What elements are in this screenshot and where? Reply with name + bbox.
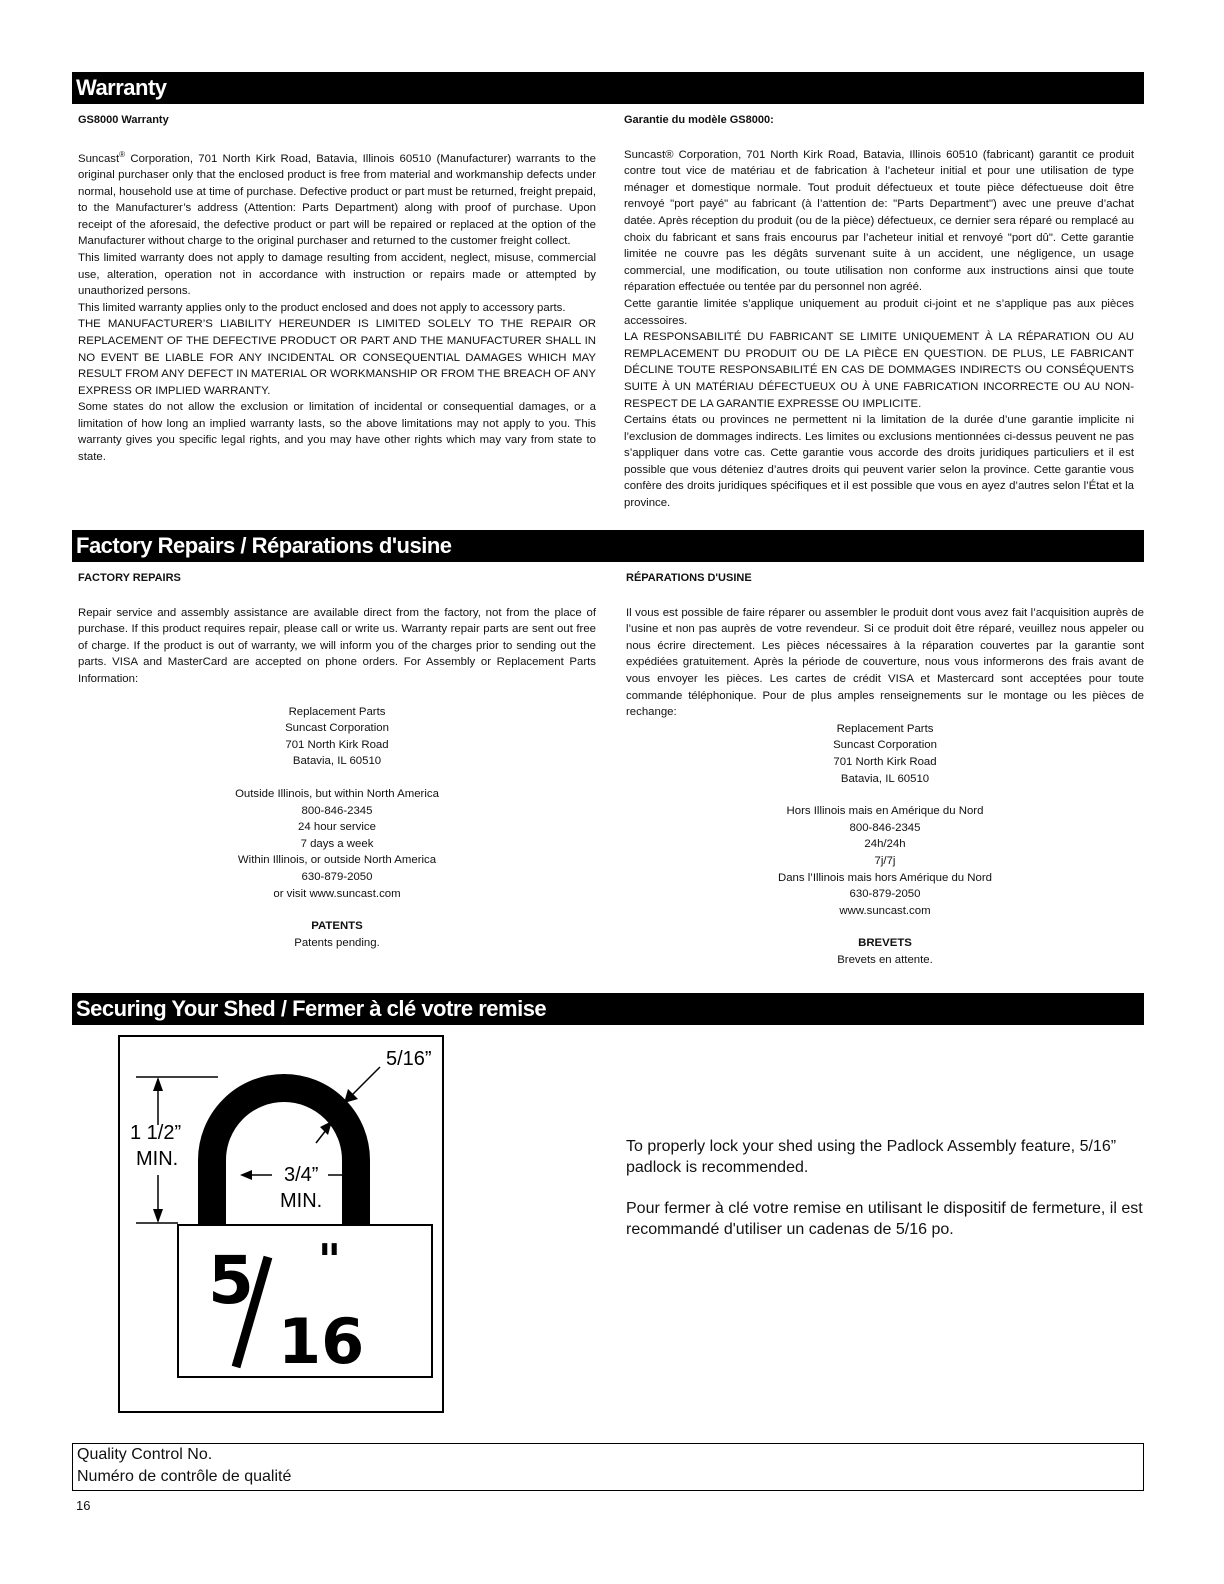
repairs-french-column <box>626 570 1144 968</box>
repairs-en-subtitle: FACTORY REPAIRS <box>78 572 181 584</box>
repairs-en-address: Replacement Parts Suncast Corporation 701 North Kirk Road Batavia, IL 60510 Outside Illinois, but within North America 800-846-2345 24 hour service 7 days a week Within Illinois, or outside North America 630-879-2050 or visit www.suncast.com PATENTS Patents pending. <box>78 704 596 952</box>
patents-text: Patents pending. <box>294 936 380 949</box>
warranty-fr-p1: Suncast® Corporation, 701 North Kirk Road, Batavia, Illinois 60510 (fabricant) garantit ce produit contre tout vice de matériau et de fabrication à l’acheteur initial et pour une utilisation de type ménager et domestique normale. Tout produit défectueux et toute pièce défectueuse doit être renvoyé "port payé" au fabricant (à l’attention de: "Parts Department") avec une preuve d’achat datée. Après réception du produit (ou de la pièce) défectueux, ce dernier sera réparé ou remplacé au choix du fabricant et sans frais encourus par l’acheteur initial et renvoyé "port dû". Cette garantie limitée ne couvre pas les dégâts survenant suite à un accident, une négligence, un usage commercial, une modification, ou toute utilisation non conforme aux instructions ainsi que toute réparation effectuée ou tentée par du personnel non agréé. <box>624 148 1134 294</box>
warranty-header: Warranty <box>72 72 1144 104</box>
quality-control-box <box>72 1443 1144 1491</box>
warranty-en-p2: This limited warranty does not apply to damage resulting from accident, neglect, misuse, commercial use, alteration, operation not in accordance with instruction or repairs made or attempted by unauthorized persons. <box>78 251 596 298</box>
quality-control-label-fr: Numéro de contrôle de qualité <box>77 1468 292 1485</box>
securing-text-en: To properly lock your shed using the Padlock Assembly feature, 5/16” padlock is recommended. <box>626 1138 1117 1176</box>
height-label-1: 1 1/2” <box>130 1122 182 1144</box>
body-label-inch-mark: " <box>318 1235 341 1286</box>
warranty-en-intro: Suncast® Corporation, 701 North Kirk Road, Batavia, Illinois 60510 (Manufacturer) warrants to the original purchaser only that the enclosed product is free from material and workmanship defects under normal, household use at time of purchase. Defective product or part must be returned, freight prepaid, to the Manufacturer’s address (Attention: Parts Department) along with proof of purchase. Upon receipt of the aforesaid, the defective product or part will be repaired or replaced at the option of the Manufacturer without charge to the original purchaser and returned to the customer freight collect. <box>78 149 596 248</box>
warranty-en-p4: THE MANUFACTURER’S LIABILITY HEREUNDER IS LIMITED SOLELY TO THE REPAIR OR REPLACEMENT OF THE DEFECTIVE PRODUCT OR PART AND THE MANUFACTURER SHALL IN NO EVENT BE LIABLE FOR ANY INCIDENTAL OR CONSEQUENTIAL DAMAGES WHICH MAY RESULT FROM ANY DEFECT IN MATERIAL OR WORKMANSHIP OR FROM THE BREACH OF ANY EXPRESS OR IMPLIED WARRANTY. <box>78 318 596 397</box>
warranty-en-subtitle: GS8000 Warranty <box>78 114 169 126</box>
securing-instructions <box>626 1136 1146 1240</box>
height-label-2: MIN. <box>136 1148 179 1170</box>
body-label-numerator: 5 <box>208 1242 254 1319</box>
quality-control-label-en: Quality Control No. <box>77 1446 213 1463</box>
padlock-diagram <box>118 1035 444 1413</box>
warranty-french-column <box>624 112 1134 512</box>
warranty-fr-subtitle: Garantie du modèle GS8000: <box>624 114 774 126</box>
securing-text-fr: Pour fermer à clé votre remise en utilisant le dispositif de fermeture, il est recommandé d'utiliser un cadenas de 5/16 po. <box>626 1200 1143 1238</box>
warranty-en-p5: Some states do not allow the exclusion or limitation of incidental or consequential damages, or a limitation of how long an implied warranty lasts, so the above limitations may not apply to you. This warranty gives you specific legal rights, and you may have other rights which may vary from state to state. <box>78 401 596 464</box>
brevets-text: Brevets en attente. <box>837 953 933 966</box>
repairs-en-body: Repair service and assembly assistance are available direct from the factory, not from the place of purchase. If this product requires repair, please call or write us. Warranty repair parts are sent out free of charge. If the product is out of warranty, we will inform you of the charges prior to sending out the parts. VISA and MasterCard are accepted on phone orders. For Assembly or Replacement Parts Information: <box>78 606 596 685</box>
repairs-header: Factory Repairs / Réparations d'usine <box>72 530 1144 562</box>
securing-header: Securing Your Shed / Fermer à clé votre remise <box>72 993 1144 1025</box>
width-label-1: 3/4” <box>284 1164 319 1186</box>
warranty-en-p3: This limited warranty applies only to the product enclosed and does not apply to accessory parts. <box>78 301 566 314</box>
warranty-fr-p2: Cette garantie limitée s’applique uniquement au produit ci-joint et ne s’applique pas aux pièces accessoires. <box>624 297 1134 327</box>
repairs-english-column <box>78 570 596 951</box>
repairs-fr-body: Il vous est possible de faire réparer ou assembler le produit dont vous avez fait l’acquisition auprès de l’usine et non pas auprès de votre revendeur. Si ce produit doit être réparé, veuillez nous appeler ou nous écrire directement. Les pièces nécessaires à la réparation couvertes par la garantie sont expédiées gratuitement. Après la période de couverture, nous vous informerons des frais avant de vous envoyer les pièces. Les cartes de crédit VISA et Mastercard sont acceptées pour toute commande téléphonique. Pour de plus amples renseignements sur le montage ou les pièces de rechange: <box>626 606 1144 719</box>
warranty-fr-p3: LA RESPONSABILITÉ DU FABRICANT SE LIMITE UNIQUEMENT À LA RÉPARATION OU AU REMPLACEMENT DU PRODUIT OU DE LA PIÈCE EN QUESTION. DE PLUS, LE FABRICANT DÉCLINE TOUTE RESPONSABILITÉ EN CAS DE DOMMAGES INDIRECTS OU CONSÉQUENTS SUITE À UN MATÉRIAU DÉFECTUEUX OU À UNE FABRICATION INCORRECTE OU AU NON-RESPECT DE LA GARANTIE EXPRESSE OU IMPLICITE. <box>624 331 1134 410</box>
brevets-title: BREVETS <box>858 937 912 950</box>
repairs-fr-subtitle: RÉPARATIONS D'USINE <box>626 572 752 584</box>
patents-title: PATENTS <box>311 920 363 933</box>
page-number: 16 <box>76 1498 91 1513</box>
shackle-label: 5/16” <box>386 1048 432 1070</box>
width-label-2: MIN. <box>280 1190 323 1212</box>
body-label-denominator: 16 <box>278 1305 365 1378</box>
repairs-fr-address: Replacement Parts Suncast Corporation 701 North Kirk Road Batavia, IL 60510 Hors Illinois mais en Amérique du Nord 800-846-2345 24h/24h 7j/7j Dans l’Illinois mais hors Amérique du Nord 630-879-2050 www.suncast.com BREVETS Brevets en attente. <box>626 721 1144 969</box>
warranty-english-column <box>78 112 596 466</box>
warranty-fr-p4: Certains états ou provinces ne permettent ni la limitation de la durée d’une garantie implicite ni l’exclusion de dommages indirects. Les limites ou exclusions mentionnées ci-dessus peuvent ne pas s’appliquer dans votre cas. Cette garantie vous accorde des droits juridiques particuliers et il est possible que vous déteniez d’autres droits qui peuvent varier selon la province. Cette garantie vous confère des droits juridiques spécifiques et il est possible que vous en ayez d’autres selon l’État et la province. <box>624 414 1134 510</box>
